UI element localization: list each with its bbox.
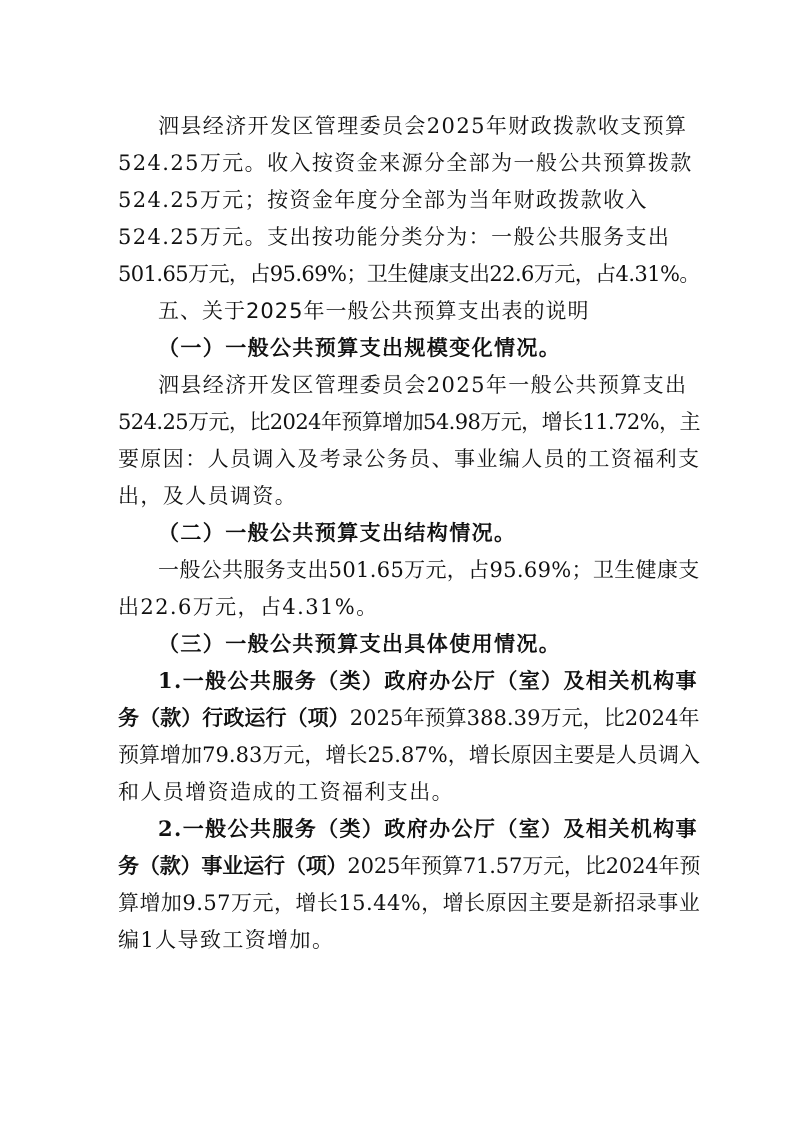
paragraph-line: 501.65万元，占95.69%；卫生健康支出22.6万元，占4.31%。 xyxy=(118,262,700,286)
subsection-heading: （二）一般公共预算支出结构情况。 xyxy=(158,520,517,545)
paragraph-line: 出，及人员调资。 xyxy=(118,484,298,508)
item-heading-continued: 务（款）事业运行（项） xyxy=(118,853,348,878)
paragraph-line: 编1人导致工资增加。 xyxy=(118,928,335,952)
paragraph-line: 524.25万元，比2024年预算增加54.98万元，增长11.72%，主 xyxy=(118,410,700,434)
subsection-heading: （三）一般公共预算支出具体使用情况。 xyxy=(158,631,562,656)
paragraph-line xyxy=(118,852,700,880)
item-heading: 2.一般公共服务（类）政府办公厅（室）及相关机构事 xyxy=(158,816,698,841)
item-heading: 1.一般公共服务（类）政府办公厅（室）及相关机构事 xyxy=(158,668,698,693)
paragraph-line: 预算增加79.83万元，增长25.87%，增长原因主要是人员调入 xyxy=(118,743,700,767)
paragraph-line: 算增加9.57万元，增长15.44%，增长原因主要是新招录事业 xyxy=(118,891,701,915)
paragraph-line: 要原因：人员调入及考录公务员、事业编人员的工资福利支 xyxy=(118,447,701,471)
section-heading: 五、关于2025年一般公共预算支出表的说明 xyxy=(158,299,590,323)
paragraph-line: 和人员增资造成的工资福利支出。 xyxy=(118,780,454,804)
item-body: 2025年预算388.39万元，比2024年 xyxy=(349,706,700,730)
paragraph-line: 出22.6万元，占4.31%。 xyxy=(118,595,379,619)
paragraph-line: 524.25万元。收入按资金来源分全部为一般公共预算拨款 xyxy=(118,151,693,175)
paragraph-line: 泗县经济开发区管理委员会2025年一般公共预算支出 xyxy=(158,373,688,397)
subsection-heading: （一）一般公共预算支出规模变化情况。 xyxy=(158,335,562,360)
item-body: 2025年预算71.57万元，比2024年预 xyxy=(347,854,701,878)
paragraph-line: 泗县经济开发区管理委员会2025年财政拨款收支预算 xyxy=(158,114,688,138)
paragraph-line: 524.25万元；按资金年度分全部为当年财政拨款收入 xyxy=(118,188,648,212)
paragraph-line xyxy=(118,704,700,732)
paragraph-line: 524.25万元。支出按功能分类分为：一般公共服务支出 xyxy=(118,225,671,249)
paragraph-line: 一般公共服务支出501.65万元，占95.69%；卫生健康支 xyxy=(158,558,700,582)
item-heading-continued: 务（款）行政运行（项） xyxy=(118,705,350,730)
